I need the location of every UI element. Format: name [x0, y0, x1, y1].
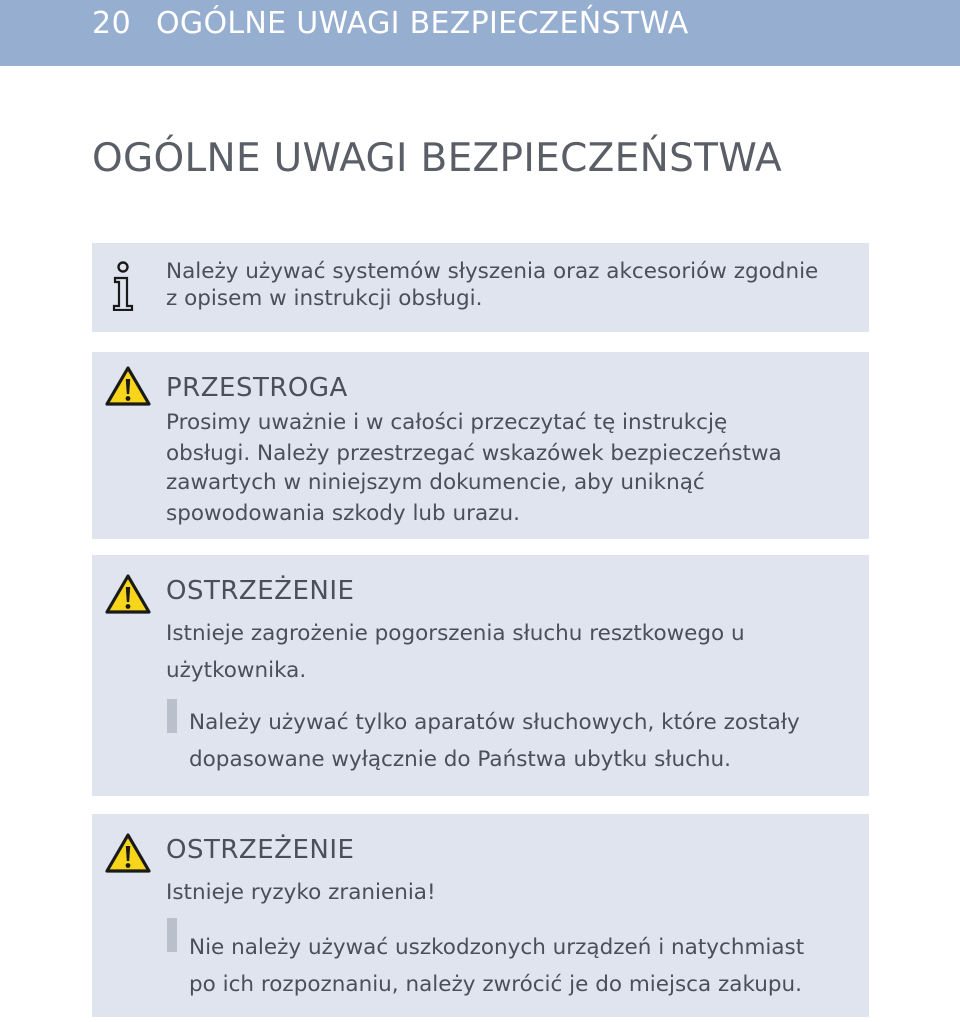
warning-text-line: użytkownika.: [166, 658, 307, 683]
info-text-line: Należy używać systemów słyszenia oraz akcesoriów zgodnie: [166, 259, 819, 284]
caution-text-line: zawartych w niniejszym dokumencie, aby uniknąć: [166, 470, 705, 495]
instruction-text-line: dopasowane wyłącznie do Państwa ubytku słuchu.: [189, 747, 731, 772]
instruction-bar: [167, 699, 177, 733]
page-title: OGÓLNE UWAGI BEZPIECZEŃSTWA: [92, 136, 782, 181]
warning-triangle-icon: [104, 573, 152, 615]
warning-box: [92, 555, 869, 796]
page-number: 20: [92, 6, 132, 41]
info-icon: [112, 261, 134, 311]
caution-box: [92, 352, 869, 539]
caution-heading: PRZESTROGA: [166, 373, 348, 403]
instruction-text-line: Należy używać tylko aparatów słuchowych, które zostały: [189, 710, 800, 735]
instruction-text-line: Nie należy używać uszkodzonych urządzeń i natychmiast: [189, 935, 805, 960]
page-header: [0, 0, 960, 66]
caution-text-line: obsługi. Należy przestrzegać wskazówek bezpieczeństwa: [166, 441, 782, 466]
warning-triangle-icon: [104, 365, 152, 407]
caution-text-line: Prosimy uważnie i w całości przeczytać tę instrukcję: [166, 410, 728, 435]
warning-heading: OSTRZEŻENIE: [166, 835, 355, 865]
instruction-bar: [167, 918, 177, 952]
info-box: [92, 243, 869, 332]
warning-text-line: Istnieje ryzyko zranienia!: [166, 880, 436, 905]
warning-heading: OSTRZEŻENIE: [166, 576, 355, 606]
info-text-line: z opisem w instrukcji obsługi.: [166, 286, 483, 311]
caution-text-line: spowodowania szkody lub urazu.: [166, 501, 520, 526]
running-title: OGÓLNE UWAGI BEZPIECZEŃSTWA: [156, 6, 689, 41]
warning-text-line: Istnieje zagrożenie pogorszenia słuchu resztkowego u: [166, 621, 745, 646]
warning-triangle-icon: [104, 832, 152, 874]
instruction-text-line: po ich rozpoznaniu, należy zwrócić je do miejsca zakupu.: [189, 972, 802, 997]
warning-box: [92, 814, 869, 1017]
